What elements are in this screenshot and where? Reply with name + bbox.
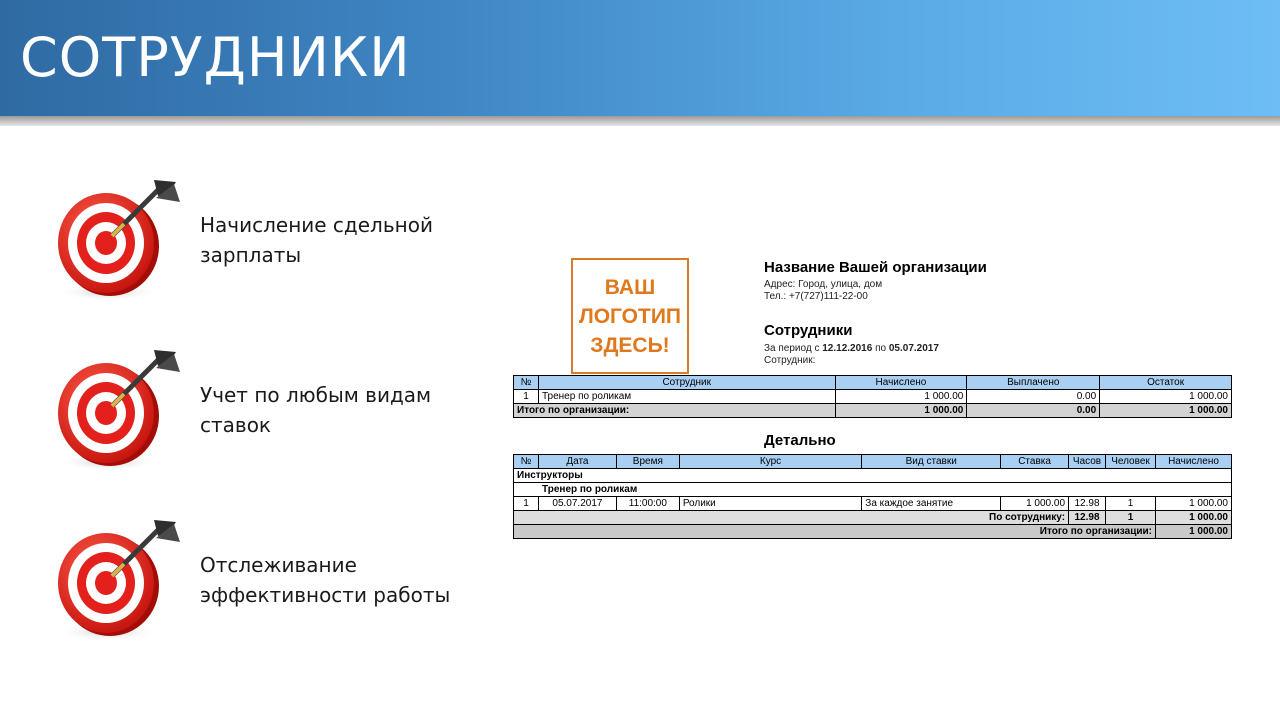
grand-total-row [514,525,1232,539]
col-header: Человек [1106,455,1156,469]
summary-total-row [514,404,1232,418]
period-from: 12.12.2016 [822,343,873,354]
col-header: № [514,376,539,390]
col-header: Часов [1069,455,1106,469]
subtotal-accrued: 1 000.00 [1155,511,1231,525]
cell-accrued: 1 000.00 [835,390,967,404]
col-header: Сотрудник [538,376,835,390]
col-header: Дата [538,455,616,469]
cell-rate: 1 000.00 [1001,497,1069,511]
col-header: Вид ставки [862,455,1001,469]
cell-accrued: 1 000.00 [1155,497,1231,511]
cell-people: 1 [1106,497,1156,511]
period-mid: по [875,343,887,354]
bullet-line: зарплаты [200,243,302,267]
subgroup-row [514,483,1232,497]
bullet-piecework [50,168,470,308]
target-dart-icon [50,168,185,303]
group-row [514,469,1232,483]
bullet-text [200,550,470,610]
cell-course: Ролики [679,497,861,511]
bullet-line: Учет по любым видам [200,383,432,407]
col-header: Ставка [1001,455,1069,469]
cell-paid: 0.00 [967,390,1100,404]
subtotal-people: 1 [1106,511,1156,525]
bullet-efficiency [50,508,470,648]
bullet-line: Начисление сдельной [200,213,433,237]
detail-header-row [514,455,1232,469]
table-row [514,390,1232,404]
bullet-line: ставок [200,413,272,437]
org-phone: Тел.: +7(727)111-22-00 [764,291,868,302]
bullet-line: эффективности работы [200,583,451,607]
report-employee-label: Сотрудник: [764,355,816,366]
subgroup-label: Тренер по роликам [514,483,1232,497]
col-header: Курс [679,455,861,469]
total-accrued: 1 000.00 [835,404,967,418]
group-label: Инструкторы [514,469,1232,483]
summary-table [513,375,1232,418]
bullet-line: Отслеживание [200,553,357,577]
logo-text: ЗДЕСЬ! [590,333,670,357]
col-header: № [514,455,539,469]
org-address: Адрес: Город, улица, дом [764,279,883,290]
cell-num: 1 [514,390,539,404]
period-prefix: За период с [764,343,820,354]
cell-num: 1 [514,497,539,511]
col-header: Начислено [835,376,967,390]
subtotal-hours: 12.98 [1069,511,1106,525]
grand-total-label: Итого по организации: [514,525,1156,539]
total-balance: 1 000.00 [1100,404,1232,418]
subtotal-label: По сотруднику: [514,511,1069,525]
cell-hours: 12.98 [1069,497,1106,511]
col-header: Начислено [1155,455,1231,469]
cell-rate-type: За каждое занятие [862,497,1001,511]
logo-text: ЛОГОТИП [578,304,682,328]
cell-balance: 1 000.00 [1100,390,1232,404]
cell-employee: Тренер по роликам [538,390,835,404]
logo-text: ВАШ [604,275,656,299]
subtotal-row [514,511,1232,525]
grand-total-accrued: 1 000.00 [1155,525,1231,539]
report-title: Сотрудники [764,322,853,339]
total-paid: 0.00 [967,404,1100,418]
org-name: Название Вашей организации [764,259,987,276]
detail-title: Детально [764,432,836,449]
detail-table [513,454,1232,539]
total-label: Итого по организации: [514,404,836,418]
target-dart-icon [50,338,185,473]
cell-time: 11:00:00 [616,497,679,511]
summary-header-row [514,376,1232,390]
col-header: Остаток [1100,376,1232,390]
bullet-text [200,380,470,440]
col-header: Время [616,455,679,469]
table-row [514,497,1232,511]
bullet-text [200,210,470,270]
period-to: 05.07.2017 [888,343,939,354]
report-period [764,343,939,354]
slide-title: СОТРУДНИКИ [20,26,411,89]
target-dart-icon [50,508,185,643]
logo-placeholder [571,258,689,374]
banner-divider [0,116,1280,126]
cell-date: 05.07.2017 [538,497,616,511]
bullet-rates [50,338,470,478]
col-header: Выплачено [967,376,1100,390]
